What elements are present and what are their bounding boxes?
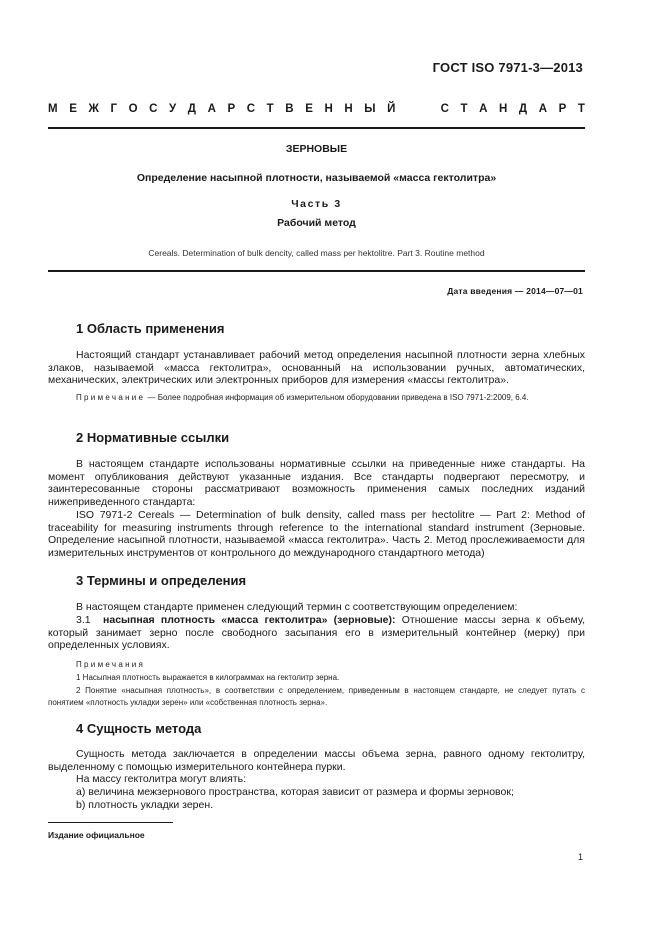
banner-letter: Д: [518, 103, 528, 115]
banner-letter: Т: [460, 103, 468, 115]
list-item-b: b) плотность укладки зерен.: [76, 799, 214, 811]
section-2-reference: ISO 7971-2 Cereals — Determination of bulk density, called mass per hectolitre — Part 2: Method of traceability for measuring instruments through reference to the international standard instrument (Зерновые. Определение насыпной плотности, называемой «масса гектолитра». Часть 2. Метод прослеживаемости для измерительных инструментов от контрольного до международного стандартного метода): [48, 509, 585, 559]
banner-letter: Н: [324, 103, 333, 115]
term-definition-text: Отношение массы зерна к объему, который занимает зерно после свободного засыпания его в измерительный контейнер (мерку) при определенных условиях.: [48, 614, 586, 652]
section-1-heading: 1 Область применения: [76, 321, 225, 336]
banner-letter: Т: [577, 103, 585, 115]
banner-letter: А: [538, 103, 548, 115]
section-3-notes-label: Примечания: [76, 660, 146, 669]
banner-word-gap: [407, 103, 429, 115]
section-4-paragraph: Сущность метода заключается в определении массы объема зерна, равного одному гектолитру, выделенному с помощью измерительного контейнера пурки.: [48, 748, 585, 773]
banner-letter: Н: [344, 103, 353, 115]
term-name: насыпная плотность «масса гектолитра» (зерновые):: [103, 614, 396, 626]
section-3-paragraph: В настоящем стандарте применен следующий термин с соответствующим определением:: [76, 601, 518, 613]
banner-letter: С: [440, 103, 449, 115]
banner-letter: Ы: [364, 103, 376, 115]
section-3-note-1: 1 Насыпная плотность выражается в килограммах на гектолитр зерна.: [76, 673, 340, 682]
document-code: ГОСТ ISO 7971-3—2013: [432, 60, 583, 75]
introduction-date: Дата введения — 2014—07—01: [447, 286, 583, 296]
banner-letter: Д: [187, 103, 196, 115]
banner-letter: Р: [558, 103, 567, 115]
term-number: 3.1: [76, 614, 91, 626]
header-rule-bottom: [48, 270, 585, 272]
section-1-note: [48, 392, 585, 404]
list-item-a: а) величина межзернового пространства, которая зависит от размера и формы зерновок;: [76, 786, 514, 798]
section-3-note-2: 2 Понятие «насыпная плотность», в соответствии с определением, приведенным в настоящем стандарте, не следует путать с понятием «плотность укладки зерен» или «собственная плотность зерна».: [48, 686, 585, 707]
section-4-heading: 4 Сущность метода: [76, 721, 202, 736]
section-3-heading: 3 Термины и определения: [76, 573, 247, 588]
banner-letter: Г: [110, 103, 117, 115]
banner-letter: С: [149, 103, 158, 115]
section-1-paragraph: Настоящий стандарт устанавливает рабочий метод определения насыпной плотности зерна хлебных злаков, называемой «масса гектолитра», основанный на использовании ручных, автоматических, механических, электрических или электронных приборов для измерения «массы гектолитра».: [48, 349, 585, 387]
standard-title: ЗЕРНОВЫЕ: [285, 143, 348, 155]
banner-letter: Ж: [88, 103, 99, 115]
banner-letter: У: [169, 103, 177, 115]
standard-subtitle: Определение насыпной плотности, называемой «масса гектолитра»: [136, 172, 497, 184]
section-2-paragraph: В настоящем стандарте использованы нормативные ссылки на приведенные ниже стандарты. На момент опубликования действуют указанные издания. Все стандарты подвергают пересмотру, и заинтересованные стороны рассматривают возможность применения самых последних изданий нижеприведенного стандарта:: [48, 458, 585, 508]
banner-letter: Е: [69, 103, 77, 115]
banner-letter: А: [207, 103, 216, 115]
banner-letter: С: [246, 103, 256, 115]
section-2-heading: 2 Нормативные ссылки: [76, 430, 230, 445]
note-label: Примечание: [76, 393, 146, 402]
note-text: — Более подробная информация об измерительном оборудовании приведена в ISO 7971-2:2009, 6.4.: [145, 393, 529, 402]
banner-letter: Н: [499, 103, 508, 115]
banner-letter: О: [128, 103, 138, 115]
banner-letter: А: [479, 103, 488, 115]
banner-letter: Е: [305, 103, 313, 115]
header-rule-top: [48, 127, 585, 129]
interstate-standard-banner: [48, 103, 585, 115]
banner-letter: М: [48, 103, 58, 115]
section-4-influence-intro: На массу гектолитра могут влиять:: [76, 773, 246, 785]
official-edition-label: Издание официальное: [48, 830, 145, 840]
banner-letter: В: [285, 103, 294, 115]
page-number: 1: [577, 852, 583, 862]
banner-letter: Т: [266, 103, 274, 115]
footer-rule: [48, 822, 173, 823]
banner-letter: Р: [227, 103, 236, 115]
method-title: Рабочий метод: [277, 217, 356, 229]
part-label: Часть 3: [291, 198, 342, 210]
english-title: Cereals. Determination of bulk dencity, called mass per hektolitre. Part 3. Routine method: [148, 248, 485, 258]
term-definition: [48, 614, 585, 652]
banner-letter: Й: [387, 103, 396, 115]
